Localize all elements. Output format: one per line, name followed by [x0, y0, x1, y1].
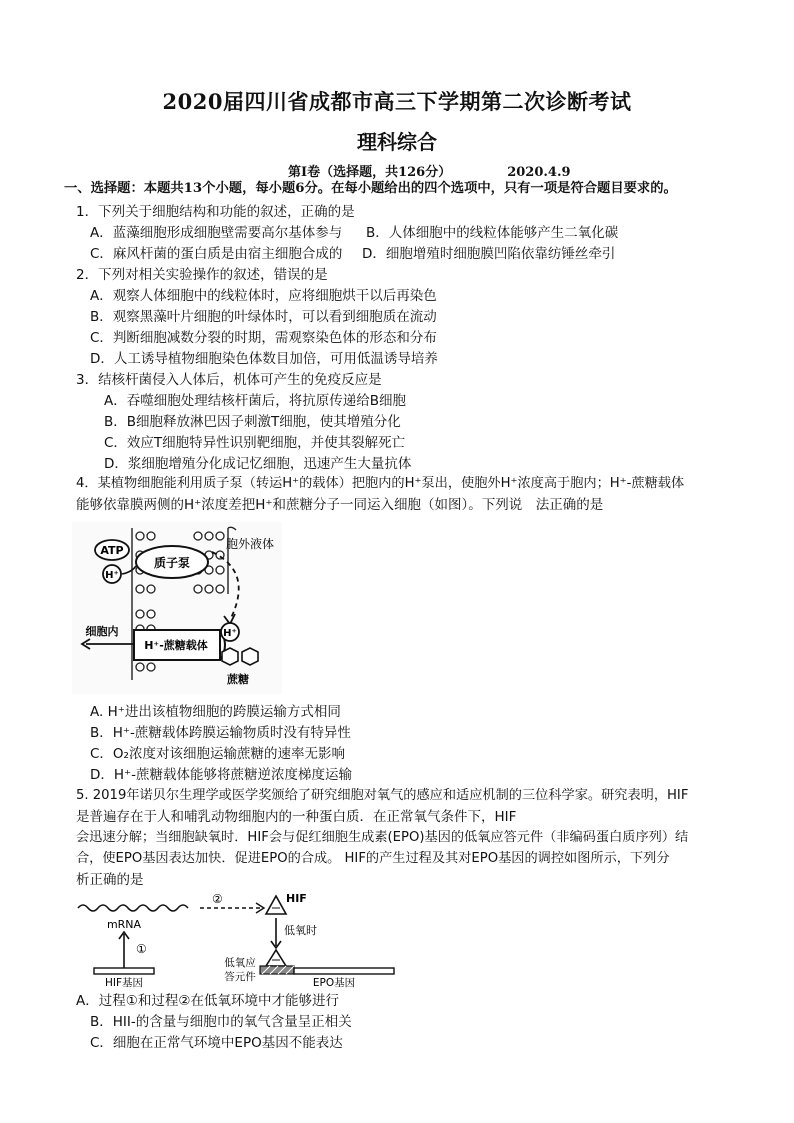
sucrose-label: 蔗糖: [227, 673, 249, 686]
hif-regulation-figure: [72, 888, 402, 988]
q1-option-d: D．细胞增殖时细胞膜凹陷依靠纺锤丝牵引: [362, 246, 616, 262]
q4-stem-line2: 能够依靠膜两侧的H⁺浓度差把H⁺和蔗糖分子一同运入细胞（如图）。下列说 法正确的是: [76, 497, 604, 513]
q5-stem-line5: 析正确的是: [76, 872, 144, 888]
outside-label: 胞外液体: [225, 537, 275, 551]
q1-option-c: C．麻风杆菌的蛋白质是由宿主细胞合成的: [90, 246, 343, 262]
hif-protein-label: HIF: [286, 892, 307, 905]
q5-option-b: B．HII-的含量与细胞巾的氧气含量呈正相关: [90, 1014, 352, 1030]
q2-option-a: A．观察人体细胞中的线粒体时，应将细胞烘干以后再染色: [90, 288, 437, 304]
element-label-2: 答元件: [224, 971, 256, 983]
carrier-label: H⁺-蔗糖载体: [144, 639, 208, 652]
h-ion-outside-label: H⁺: [223, 628, 237, 639]
q5-stem-line4: 合，使EPO基因表达加快．促进EPO的合成。 HIF的产生过程及其对EPO基因的调控如图所示，下列分: [76, 851, 670, 866]
q3-option-c: C．效应T细胞特异性识别靶细胞，并使其裂解死亡: [104, 435, 406, 451]
q1-stem: 1．下列关于细胞结构和功能的叙述，正确的是: [76, 204, 355, 220]
q5-option-a: A．过程①和过程②在低氧环境中才能够进行: [76, 993, 339, 1009]
q5-stem-line1: 5. 2019年诺贝尔生理学或医学奖颁给了研究细胞对氧气的感应和适应机制的三位科学家。研究表明，HIF: [76, 788, 689, 803]
q3-option-d: D．浆细胞增殖分化成记忆细胞，迅速产生大量抗体: [104, 456, 412, 472]
element-label-1: 低氧应: [224, 957, 256, 969]
q1-option-a: A．蓝藻细胞形成细胞壁需要高尔基体参与: [90, 225, 343, 241]
section-instruction: 一、选择题：本题共13个小题，每小题6分。在每小题给出的四个选项中，只有一项是符合题目要求的。: [64, 181, 677, 196]
volume-line: [288, 161, 571, 180]
exam-title: 2020届四川省成都市高三下学期第二次诊断考试: [162, 89, 632, 114]
hif-gene-label: HIF基因: [104, 977, 144, 988]
exam-subject: 理科综合: [357, 130, 437, 154]
inside-label: 细胞内: [85, 625, 119, 638]
q2-option-b: B．观察黑藻叶片细胞的叶绿体时，可以看到细胞质在流动: [90, 309, 437, 325]
q3-option-a: A．吞噬细胞处理结核杆菌后，将抗原传递给B细胞: [104, 393, 406, 409]
h-ion-inside-label: H⁺: [105, 570, 119, 581]
q2-option-d: D．人工诱导植物细胞染色体数目加倍，可用低温诱导培养: [90, 351, 438, 367]
q5-stem-line2: 是普遍存在于人和哺乳动物细胞内的一种蛋白质．在正常氧气条件下，HIF: [76, 809, 517, 825]
q4-option-a: A. H⁺进出该植物细胞的跨膜运输方式相同: [90, 704, 341, 720]
hypoxia-label: 低氧时: [284, 924, 317, 937]
q1-option-b: B．人体细胞中的线粒体能够产生二氧化碳: [366, 225, 619, 241]
pump-label: 质子泵: [153, 556, 191, 570]
q2-stem: 2．下列对相关实验操作的叙述，错误的是: [76, 267, 328, 283]
volume-label: 第Ⅰ卷（选择题，共126分）: [288, 165, 452, 180]
q2-option-c: C．判断细胞减数分裂的时期，需观察染色体的形态和分布: [90, 330, 437, 346]
epo-gene-label: EPO基因: [312, 977, 356, 988]
q4-stem-line1: 4．某植物细胞能利用质子泵（转运H⁺的载体）把胞内的H⁺泵出，使胞外H⁺浓度高于胞内；H⁺-蔗糖载体: [76, 476, 685, 491]
q4-option-b: B．H⁺-蔗糖载体跨膜运输物质时没有特异性: [90, 725, 351, 741]
q5-stem-line3: 会迅速分解；当细胞缺氧时．HIF会与促红细胞生成素(EPO)基因的低氧应答元件（非编码蛋白质序列）结: [76, 830, 689, 845]
step1-label: ①: [136, 942, 147, 956]
q4-option-d: D．H⁺-蔗糖载体能够将蔗糖逆浓度梯度运输: [90, 767, 353, 783]
q3-option-b: B．B细胞释放淋巴因子刺激T细胞，使其增殖分化: [104, 414, 401, 430]
proton-pump-figure: [72, 522, 282, 694]
exam-date: 2020.4.9: [507, 165, 571, 180]
step2-label: ②: [212, 892, 223, 906]
mrna-label: mRNA: [106, 918, 142, 931]
q3-stem: 3．结核杆菌侵入人体后，机体可产生的免疫反应是: [76, 372, 382, 388]
atp-label: ATP: [100, 544, 124, 557]
q4-option-c: C．O₂浓度对该细胞运输蔗糖的速率无影响: [90, 746, 345, 762]
q5-option-c: C．细胞在正常气环境中EPO基因不能表达: [90, 1035, 343, 1051]
